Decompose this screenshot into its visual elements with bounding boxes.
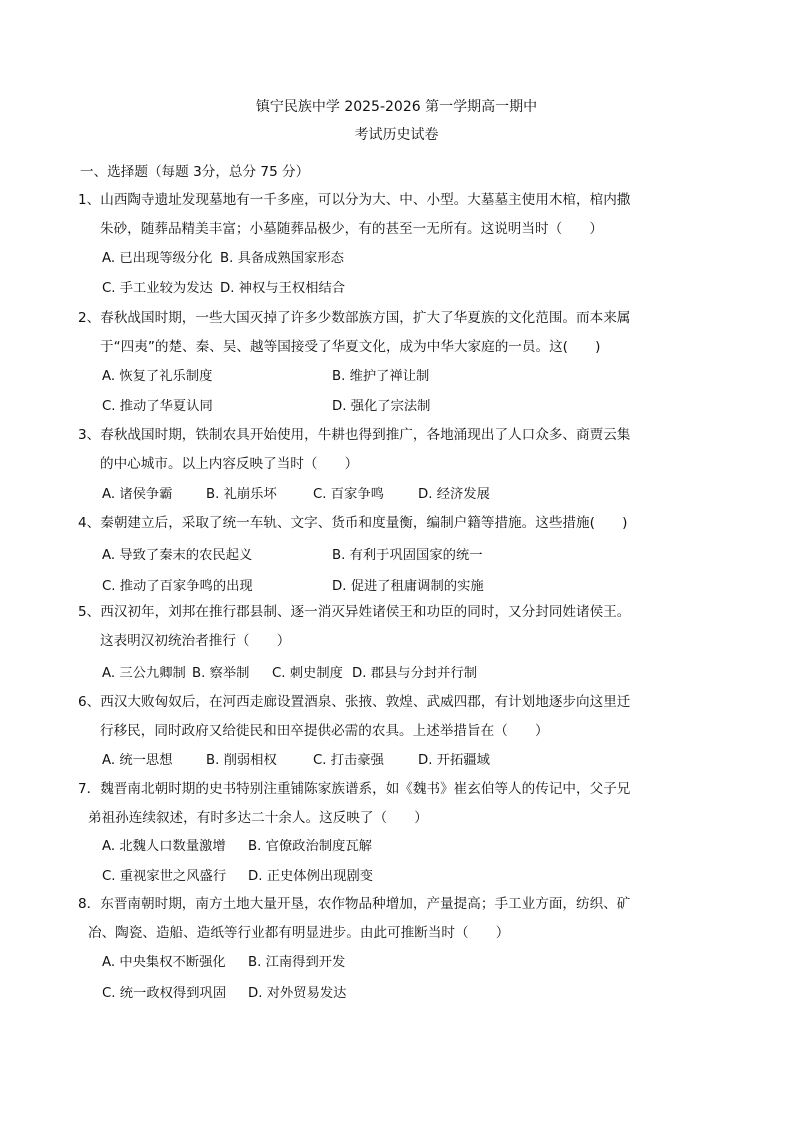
question-text: 冶、陶瓷、造船、造纸等行业都有明显进步。由此可推断当时（ ）: [88, 925, 510, 941]
question-text: 春秋战国时期，铁制农具开始使用，牛耕也得到推广，各地涌现出了人口众多、商贾云集: [100, 427, 631, 443]
option-b[interactable]: B. 官僚政治制度瓦解: [248, 839, 372, 854]
question-number: 3、: [78, 427, 101, 443]
option-d[interactable]: D. 强化了宗法制: [332, 399, 431, 414]
section-heading: 一、选择题（每题 3分，总分 75 分）: [80, 164, 310, 180]
question-text: 春秋战国时期，一些大国灭掉了许多少数部族方国，扩大了华夏族的文化范围。而本来属: [100, 310, 631, 326]
option-d[interactable]: D. 正史体例出现剧变: [248, 869, 374, 884]
option-d[interactable]: D. 促进了租庸调制的实施: [332, 579, 484, 594]
option-b[interactable]: B. 具备成熟国家形态: [220, 251, 344, 266]
question-text: 西汉初年，刘邦在推行郡县制、逐一消灭异姓诸侯王和功臣的同时，又分封同姓诸侯王。: [100, 604, 631, 620]
question-text: 西汉大败匈奴后，在河西走廊设置酒泉、张掖、敦煌、武威四郡，有计划地逐步向这里迁: [100, 694, 631, 710]
option-a[interactable]: A. 已出现等级分化: [102, 251, 213, 266]
question-2: [78, 304, 678, 362]
option-b[interactable]: B. 江南得到开发: [248, 955, 346, 970]
question-number: 1、: [78, 192, 101, 208]
question-number: 4、: [78, 515, 101, 531]
option-a[interactable]: A. 统一思想: [102, 753, 173, 768]
option-d[interactable]: D. 郡县与分封并行制: [352, 666, 478, 681]
question-6: [78, 688, 678, 746]
option-c[interactable]: C. 打击豪强: [313, 753, 384, 768]
question-text: 朱砂，随葬品精美丰富；小墓随葬品极少，有的甚至一无所有。这说明当时（ ）: [100, 221, 603, 237]
option-b[interactable]: B. 维护了禅让制: [332, 369, 430, 384]
question-number: 8．: [78, 896, 101, 912]
option-d[interactable]: D. 经济发展: [418, 487, 490, 502]
question-stem: [78, 186, 678, 215]
exam-title-line1: 镇宁民族中学 2025-2026 第一学期高一期中: [255, 99, 538, 115]
question-text: 山西陶寺遗址发现墓地有一千多座，可以分为大、中、小型。大墓墓主使用木棺，棺内撒: [100, 192, 631, 208]
question-5: [78, 598, 678, 656]
question-1: [78, 186, 678, 244]
question-text: 于“四夷”的楚、秦、吴、越等国接受了华夏文化，成为中华大家庭的一员。这( ): [100, 339, 601, 355]
question-number: 7．: [78, 781, 101, 797]
question-text: 魏晋南北朝时期的史书特别注重铺陈家族谱系，如《魏书》崔玄伯等人的传记中，父子兄: [100, 781, 631, 797]
option-b[interactable]: B. 礼崩乐坏: [206, 487, 277, 502]
question-stem: [78, 421, 678, 450]
option-a[interactable]: A. 中央集权不断强化: [102, 955, 226, 970]
exam-title-line2: 考试历史试卷: [354, 127, 439, 143]
question-3: [78, 421, 678, 479]
question-4: [78, 509, 678, 538]
option-b[interactable]: B. 察举制: [192, 666, 250, 681]
question-7: [78, 775, 678, 833]
question-text: 秦朝建立后，采取了统一车轨、文字、货币和度量衡，编制户籍等措施。这些措施( ): [100, 515, 628, 531]
option-a[interactable]: A. 北魏人口数量激增: [102, 839, 226, 854]
question-stem: [78, 304, 678, 333]
option-c[interactable]: C. 刺史制度: [272, 666, 343, 681]
question-text: 东晋南朝时期，南方土地大量开垦，农作物品种增加，产量提高；手工业方面，纺织、矿: [100, 896, 631, 912]
option-c[interactable]: C. 百家争鸣: [313, 487, 384, 502]
option-c[interactable]: C. 推动了华夏认同: [102, 399, 213, 414]
question-stem: [78, 775, 678, 804]
option-c[interactable]: C. 统一政权得到巩固: [102, 986, 227, 1001]
option-a[interactable]: A. 诸侯争霸: [102, 487, 173, 502]
option-b[interactable]: B. 有利于巩固国家的统一: [332, 548, 483, 563]
option-c[interactable]: C. 重视家世之风盛行: [102, 869, 227, 884]
option-d[interactable]: D. 开拓疆域: [418, 753, 490, 768]
question-text: 的中心城市。以上内容反映了当时（ ）: [100, 456, 359, 472]
option-a[interactable]: A. 恢复了礼乐制度: [102, 369, 213, 384]
option-d[interactable]: D. 神权与王权相结合: [220, 281, 346, 296]
question-number: 2、: [78, 310, 101, 326]
option-a[interactable]: A. 三公九卿制: [102, 666, 186, 681]
question-text: 这表明汉初统治者推行（ ）: [100, 633, 291, 649]
question-8: [78, 890, 678, 948]
option-c[interactable]: C. 手工业较为发达: [102, 281, 213, 296]
option-a[interactable]: A. 导致了秦末的农民起义: [102, 548, 253, 563]
option-b[interactable]: B. 削弱相权: [206, 753, 277, 768]
option-c[interactable]: C. 推动了百家争鸣的出现: [102, 579, 253, 594]
question-text: 行移民，同时政府又给徙民和田卒提供必需的农具。上述举措旨在（ ）: [100, 723, 549, 739]
question-stem: [78, 890, 678, 919]
question-stem: [78, 688, 678, 717]
question-stem: [78, 509, 678, 538]
question-stem: [78, 598, 678, 627]
question-number: 6、: [78, 694, 101, 710]
question-text: 弟祖孙连续叙述，有时多达二十余人。这反映了（ ）: [88, 810, 428, 826]
option-d[interactable]: D. 对外贸易发达: [248, 986, 347, 1001]
question-number: 5、: [78, 604, 101, 620]
